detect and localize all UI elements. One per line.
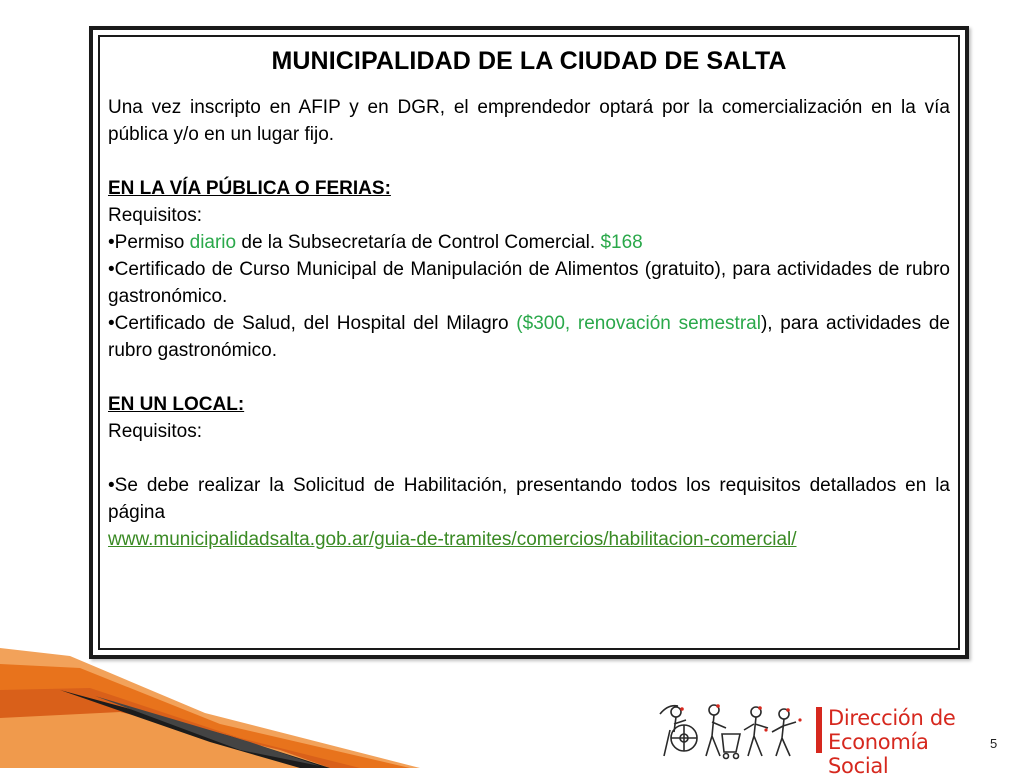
list-item-text: de la Subsecretaría de Control Comercial.: [236, 232, 601, 253]
list-item-text: •Certificado de Salud, del Hospital del Milagro: [108, 313, 517, 334]
price-badge: $168: [600, 232, 643, 253]
requisitos-label: Requisitos:: [108, 205, 202, 226]
list-item-curso: •Certificado de Curso Municipal de Manipulación de Alimentos (gratuito), para actividades de rubro gastronómico.: [108, 259, 950, 307]
logo-line-1: Dirección de: [828, 706, 956, 730]
logo-text: [828, 706, 966, 778]
spacer: [108, 364, 950, 391]
people-illustration-icon: [656, 700, 808, 760]
logo-line-2: Economía Social: [828, 730, 929, 778]
highlight-diario: diario: [189, 232, 237, 253]
intro-paragraph: Una vez inscripto en AFIP y en DGR, el emprendedor optará por la comercialización en la vía pública y/o en un lugar fijo.: [108, 97, 950, 145]
highlight-price-renovacion: ($300, renovación semestral: [516, 313, 761, 334]
content-frame: [89, 26, 969, 659]
spacer: [108, 148, 950, 175]
list-item-text: •Permiso: [108, 232, 190, 253]
page-title: MUNICIPALIDAD DE LA CIUDAD DE SALTA: [271, 47, 787, 75]
habilitacion-link[interactable]: www.municipalidadsalta.gob.ar/guia-de-tramites/comercios/habilitacion-comercial/: [108, 529, 797, 550]
logo-red-bar: [816, 707, 822, 753]
page-number: 5: [990, 736, 998, 751]
section-heading-via-publica: EN LA VÍA PÚBLICA O FERIAS:: [108, 178, 391, 199]
list-item-salud: [108, 310, 950, 364]
logo-direccion-economia-social: [656, 700, 966, 778]
requisitos-label: Requisitos:: [108, 421, 202, 442]
content-frame-inner: [98, 35, 960, 650]
section-heading-local: EN UN LOCAL:: [108, 394, 245, 415]
list-item-text: ), para actividades de rubro gastronómico.: [108, 313, 950, 361]
list-item-habilitacion: •Se debe realizar la Solicitud de Habilitación, presentando todos los requisitos detallados en la página: [108, 475, 950, 523]
list-item-permiso: [108, 229, 950, 256]
spacer: [108, 445, 950, 472]
